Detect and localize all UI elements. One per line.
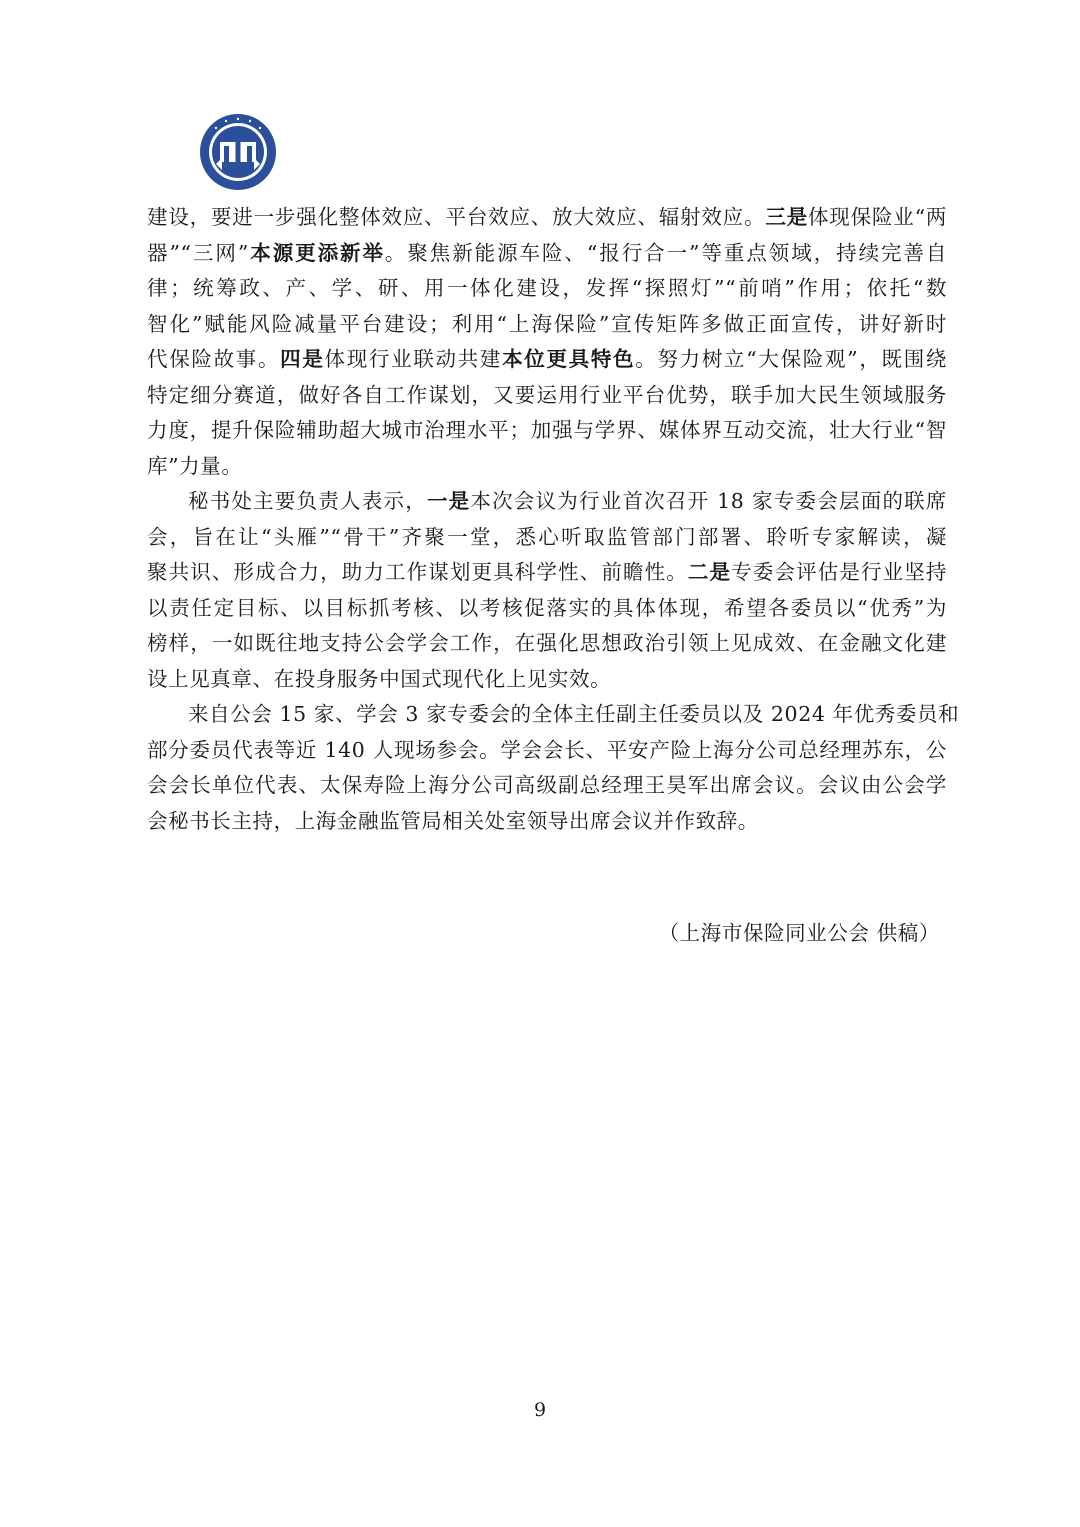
text-run: 聚共识、形成合力，助力工作谋划更具科学性、前瞻性。 xyxy=(147,560,688,584)
paragraph-2 xyxy=(147,484,947,697)
text-run: 代保险故事。 xyxy=(147,347,281,371)
paragraph-1 xyxy=(147,200,947,484)
text-line xyxy=(147,555,947,591)
page-number: 9 xyxy=(533,1399,547,1421)
text-line xyxy=(147,484,947,520)
text-line: 来自公会 15 家、学会 3 家专委会的全体主任副主任委员以及 2024 年优秀委员和 xyxy=(188,702,960,726)
paragraph-3 xyxy=(147,697,960,839)
document-body xyxy=(147,200,960,839)
emphasis-text: 三是 xyxy=(765,205,808,229)
text-line: 力度，提升保险辅助超大城市治理水平；加强与学界、媒体界互动交流，壮大行业“智 xyxy=(147,418,947,442)
source-credit: （上海市保险同业公会 供稿） xyxy=(658,921,940,945)
text-line: 特定细分赛道，做好各自工作谋划，又要运用行业平台优势，联手加大民生领域服务 xyxy=(147,382,947,407)
emphasis-text: 二是 xyxy=(687,560,732,584)
text-line: 部分委员代表等近 140 人现场参会。学会会长、平安产险上海分公司总经理苏东，公 xyxy=(147,737,947,762)
text-line: 库”力量。 xyxy=(147,453,243,478)
text-run: 器”“三网” xyxy=(147,240,249,265)
text-line xyxy=(147,236,947,272)
text-line xyxy=(147,200,947,236)
text-run: 。聚焦新能源车险、“报行合一”等重点领域，持续完善自 xyxy=(384,240,947,265)
emphasis-text: 本源更添新举 xyxy=(248,240,385,265)
text-run: 体现保险业“两 xyxy=(807,205,947,229)
text-run: 体现行业联动共建 xyxy=(324,347,503,371)
emphasis-text: 一是 xyxy=(426,489,471,513)
text-run: 秘书处主要负责人表示， xyxy=(188,489,427,513)
text-run: 建设，要进一步强化整体效应、平台效应、放大效应、辐射效应。 xyxy=(147,205,766,229)
text-run: 专委会评估是行业坚持 xyxy=(731,560,948,584)
text-line: 设上见真章、在投身服务中国式现代化上见实效。 xyxy=(147,666,612,691)
association-emblem-icon xyxy=(198,112,278,192)
text-line xyxy=(147,342,947,378)
text-run: 本次会议为行业首次召开 18 家专委会层面的联席 xyxy=(470,489,947,513)
text-run: 。努力树立“大保险观”，既围绕 xyxy=(635,347,947,371)
text-line: 会秘书长主持，上海金融监管局相关处室领导出席会议并作致辞。 xyxy=(147,808,759,833)
text-line: 榜样，一如既往地支持公会学会工作，在强化思想政治引领上见成效、在金融文化建 xyxy=(147,631,947,655)
text-line: 律；统筹政、产、学、研、用一体化建设，发挥“探照灯”“前哨”作用；依托“数 xyxy=(147,276,947,300)
text-line: 智化”赋能风险减量平台建设；利用“上海保险”宣传矩阵多做正面宣传，讲好新时 xyxy=(147,311,947,336)
emphasis-text: 本位更具特色 xyxy=(502,347,636,371)
text-line: 会会长单位代表、太保寿险上海分公司高级副总经理王昊军出席会议。会议由公会学 xyxy=(147,773,947,797)
text-line: 以责任定目标、以目标抓考核、以考核促落实的具体体现，希望各委员以“优秀”为 xyxy=(147,595,947,620)
emphasis-text: 四是 xyxy=(280,347,325,371)
text-line: 会，旨在让“头雁”“骨干”齐聚一堂，悉心听取监管部门部署、聆听专家解读，凝 xyxy=(147,524,947,549)
